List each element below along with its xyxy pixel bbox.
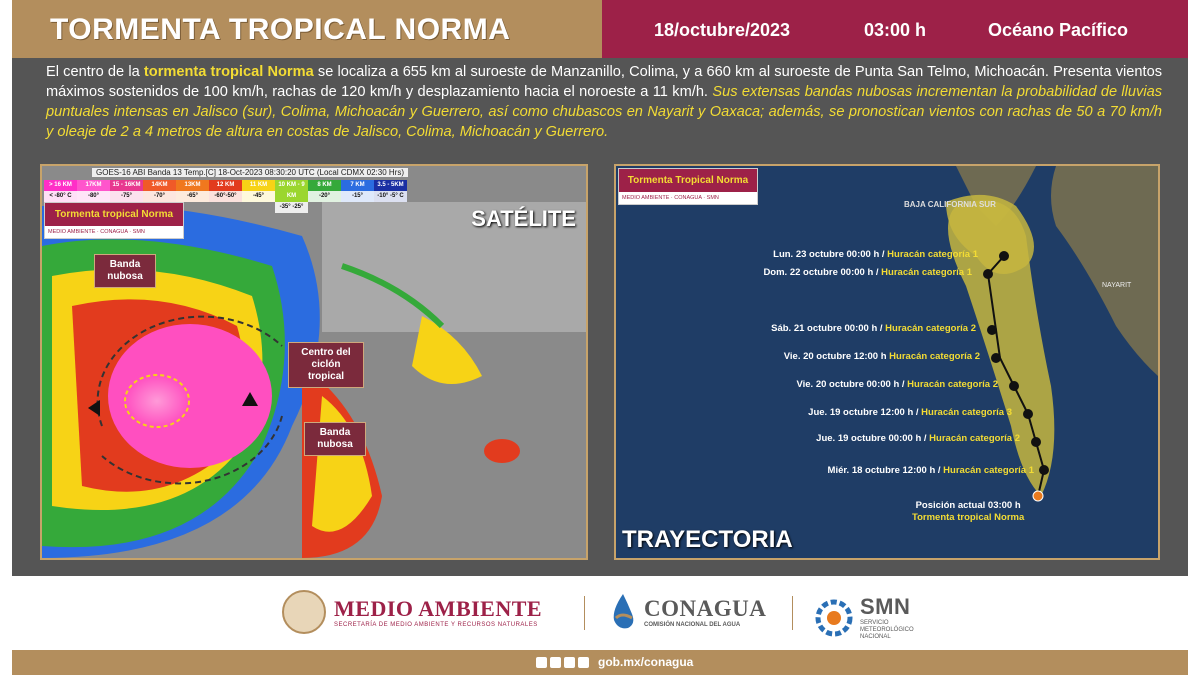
track-point-2-cat: Huracán categoría 1 — [881, 267, 972, 278]
track-point-8-cat: Huracán categoría 1 — [943, 465, 1034, 476]
track-point-4-time: Vie. 20 octubre 12:00 h — [783, 351, 890, 362]
track-point-6 — [808, 407, 1012, 418]
colorbar-swatch — [242, 180, 275, 202]
colorbar-swatch — [374, 180, 407, 202]
trajectory-word: TRAYECTORIA — [622, 526, 793, 553]
colorbar-height-label: 7 KM — [350, 182, 365, 188]
colorbar-height-label: 17KM — [85, 182, 102, 188]
colorbar-temp-label: -80° — [77, 191, 110, 202]
trajectory-panel — [614, 164, 1160, 560]
header-region: Océano Pacífico — [988, 20, 1129, 40]
trajectory-map — [616, 166, 1158, 558]
label-banda-nubosa-2: Banda nubosa — [304, 422, 366, 456]
track-point-4-cat: Huracán categoría 2 — [889, 351, 980, 362]
colorbar-height-label: 8 KM — [317, 182, 332, 188]
smn-subtitle-2: METEOROLÓGICO — [860, 627, 914, 633]
smn-name: SMN — [860, 594, 911, 619]
colorbar-height-label: 10 KM - 9 KM — [278, 182, 305, 199]
track-point-3-time: Sáb. 21 octubre 00:00 h / — [771, 323, 886, 334]
current-position-time: Posición actual 03:00 h — [915, 500, 1021, 511]
colorbar-temp-label: -10° -5° C — [374, 191, 407, 202]
bottom-bar — [12, 650, 1188, 675]
colorbar-swatch — [341, 180, 374, 202]
map-label-baja: BAJA CALIFORNIA SUR — [904, 200, 996, 209]
instagram-icon[interactable] — [564, 657, 575, 668]
smn-gear-icon — [814, 598, 854, 638]
satellite-logo-title: Tormenta tropical Norma — [45, 203, 183, 226]
header-info-bar — [602, 0, 1188, 58]
smn-subtitle-3: NACIONAL — [860, 634, 891, 640]
page-title: TORMENTA TROPICAL NORMA — [50, 13, 511, 46]
mexico-seal-icon — [282, 590, 326, 634]
colorbar-height-label: 13KM — [184, 182, 201, 188]
ma-name: MEDIO AMBIENTE — [334, 596, 543, 621]
track-point-6-time: Jue. 19 octubre 12:00 h / — [808, 407, 922, 418]
conagua-drop-icon — [608, 592, 638, 632]
colorbar-height-label: 14KM — [151, 182, 168, 188]
desc-forecast: Sus extensas bandas nubosas incrementan la probabilidad de lluvias puntuales intensas en Jalisco (sur), Colima, Michoacán y Guerrero, así como chubascos en Nayarit y Oaxaca; además, se pronostican vientos con rachas de 50 a 70 km/h y oleaje de 2 a 4 metros de altura en costas de Jalisco, Colima, Michoacán y Guerrero. — [46, 84, 1162, 140]
track-point-5-time: Vie. 20 octubre 00:00 h / — [796, 379, 908, 390]
twitter-icon[interactable] — [550, 657, 561, 668]
smn-subtitle-1: SERVICIO — [860, 620, 889, 626]
track-point-2 — [763, 267, 972, 278]
current-position-name: Tormenta tropical Norma — [912, 512, 1025, 523]
colorbar-temp-label: -35° -25° — [275, 202, 308, 213]
website-link[interactable]: gob.mx/conagua — [598, 655, 694, 669]
trajectory-logo-sub: MEDIO AMBIENTE · CONAGUA · SMN — [622, 195, 719, 201]
colorbar-temp-label: -75° — [110, 191, 143, 202]
track-point-6-cat: Huracán categoría 3 — [921, 407, 1012, 418]
footer-divider-2 — [792, 596, 793, 630]
track-point-8 — [828, 465, 1034, 476]
colorbar-temp-label: -65° — [176, 191, 209, 202]
social-links — [536, 655, 693, 669]
satellite-word: SATÉLITE — [471, 206, 576, 231]
colorbar-swatch — [77, 180, 110, 202]
label-banda-nubosa-1: Banda nubosa — [94, 254, 156, 288]
colorbar-temp-label: -45° — [242, 191, 275, 202]
satellite-logo-box — [44, 202, 184, 239]
colorbar-swatch — [44, 180, 77, 202]
ma-subtitle: SECRETARÍA DE MEDIO AMBIENTE Y RECURSOS NATURALES — [334, 622, 538, 628]
colorbar-height-label: 12 KM — [216, 182, 235, 188]
trajectory-logo-title: Tormenta Tropical Norma — [619, 169, 757, 192]
track-point-7 — [816, 433, 1020, 444]
conagua-name: CONAGUA — [644, 596, 767, 621]
footer-logos — [12, 576, 1188, 650]
satellite-logo-sub: MEDIO AMBIENTE · CONAGUA · SMN — [48, 229, 145, 235]
colorbar-height-label: 15 - 16KM — [112, 182, 141, 188]
map-label-nayarit: NAYARIT — [1102, 282, 1132, 289]
colorbar-swatch — [176, 180, 209, 202]
colorbar-height-label: > 16 KM — [49, 182, 72, 188]
label-centro-ciclon: Centro del ciclón tropical — [288, 342, 364, 388]
colorbar-temp-label: -15° — [341, 191, 374, 202]
goes-caption: GOES-16 ABI Banda 13 Temp.[C] 18-Oct-2023 08:30:20 UTC (Local CDMX 02:30 Hrs) — [92, 168, 408, 177]
logo-conagua — [608, 592, 766, 632]
colorbar-height-label: 3.5 - 5KM — [377, 182, 404, 188]
track-point-1 — [773, 249, 978, 260]
colorbar-swatch — [308, 180, 341, 202]
track-point-3 — [771, 323, 976, 334]
youtube-icon[interactable] — [578, 657, 589, 668]
trajectory-logo-box — [618, 168, 758, 205]
facebook-icon[interactable] — [536, 657, 547, 668]
header-title-bar — [12, 0, 602, 58]
colorbar-temp-label: -60°-50° — [209, 191, 242, 202]
colorbar-swatch — [143, 180, 176, 202]
colorbar-temp-label: -20° — [308, 191, 341, 202]
desc-part2: se localiza a 655 km al suroeste de Manzanillo, Colima, y a 660 km al suroeste de Punta San Telmo, Michoacán. Presenta vientos máximos sostenidos de 100 km/h, rachas de 120 km/h y desplazamiento hacia el noroeste a 11 km/h. — [46, 64, 1162, 100]
desc-storm-name: tormenta tropical Norma — [143, 64, 314, 80]
track-point-8-time: Miér. 18 octubre 12:00 h / — [827, 465, 944, 476]
desc-part1: El centro de la — [46, 64, 144, 80]
track-point-1-time: Lun. 23 octubre 00:00 h / — [773, 249, 888, 260]
track-point-2-time: Dom. 22 octubre 00:00 h / — [763, 267, 882, 278]
current-position-label — [912, 500, 1024, 524]
track-point-4 — [784, 351, 980, 362]
colorbar-swatch — [110, 180, 143, 202]
colorbar — [44, 180, 407, 210]
header-date: 18/octubre/2023 — [654, 20, 791, 40]
footer-divider-1 — [584, 596, 585, 630]
colorbar-temp-label: < -80° C — [44, 191, 77, 202]
track-point-1-cat: Huracán categoría 1 — [887, 249, 978, 260]
header-time: 03:00 h — [864, 20, 927, 40]
track-point-5 — [796, 379, 998, 390]
logo-medio-ambiente — [282, 590, 542, 634]
satellite-panel — [40, 164, 588, 560]
colorbar-height-label: 11 KM — [249, 182, 268, 188]
track-point-5-cat: Huracán categoría 2 — [907, 379, 998, 390]
track-point-3-cat: Huracán categoría 2 — [885, 323, 976, 334]
logo-smn — [814, 594, 914, 641]
track-point-7-time: Jue. 19 octubre 00:00 h / — [816, 433, 930, 444]
colorbar-swatch — [275, 180, 308, 210]
storm-description — [46, 62, 1162, 142]
colorbar-swatch — [209, 180, 242, 202]
colorbar-temp-label: -70° — [143, 191, 176, 202]
track-point-7-cat: Huracán categoría 2 — [929, 433, 1020, 444]
conagua-subtitle: COMISIÓN NACIONAL DEL AGUA — [644, 622, 741, 628]
